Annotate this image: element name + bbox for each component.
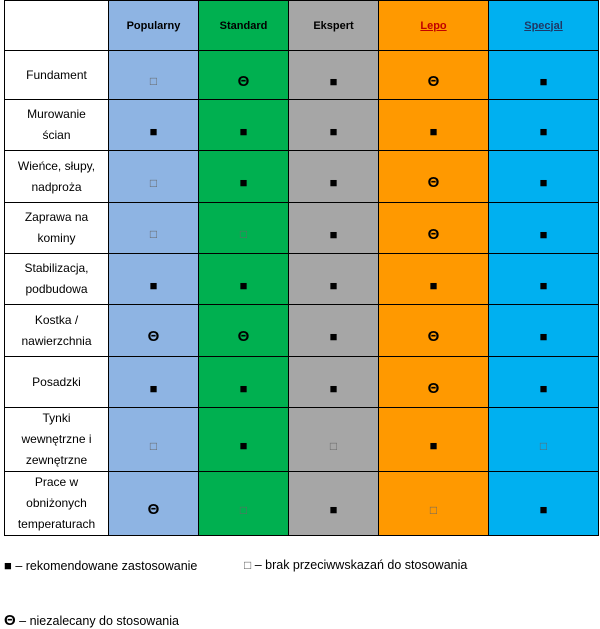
table-cell — [489, 357, 599, 408]
empty-square-icon: □ — [149, 74, 158, 88]
column-header-standard: Standard — [199, 1, 289, 51]
table-cell — [379, 472, 489, 536]
table-cell — [289, 305, 379, 357]
row-label — [5, 100, 109, 151]
filled-square-icon: ■ — [329, 226, 338, 242]
row-label — [5, 51, 109, 100]
row-label-line: Tynki — [42, 411, 71, 425]
row-label — [5, 472, 109, 536]
empty-square-icon: □ — [149, 438, 158, 453]
table-cell — [489, 51, 599, 100]
table-cell — [379, 151, 489, 203]
filled-square-icon: ■ — [4, 558, 12, 573]
table-cell — [489, 472, 599, 536]
filled-square-icon: ■ — [539, 123, 548, 139]
row-label-line: Stabilizacja, — [24, 261, 89, 275]
table-cell — [289, 151, 379, 203]
table-row — [5, 203, 599, 254]
filled-square-icon: ■ — [539, 502, 548, 517]
empty-square-icon: □ — [539, 438, 548, 453]
empty-square-icon: □ — [244, 558, 252, 572]
filled-square-icon: ■ — [149, 277, 158, 293]
table-row — [5, 254, 599, 305]
table-cell — [109, 357, 199, 408]
filled-square-icon: ■ — [239, 123, 248, 139]
filled-square-icon: ■ — [149, 380, 158, 396]
filled-square-icon: ■ — [239, 175, 248, 190]
filled-square-icon: ■ — [429, 123, 438, 139]
table-cell — [379, 254, 489, 305]
filled-square-icon: ■ — [429, 277, 438, 293]
table-cell — [379, 51, 489, 100]
table-cell — [109, 305, 199, 357]
filled-square-icon: ■ — [329, 277, 338, 293]
table-cell — [109, 472, 199, 536]
row-label-line: Murowanie — [27, 107, 86, 121]
table-cell — [489, 408, 599, 472]
table-row — [5, 357, 599, 408]
table-cell — [289, 357, 379, 408]
row-label-line: kominy — [37, 231, 76, 245]
theta-icon: Θ — [4, 612, 16, 629]
row-label — [5, 357, 109, 408]
table-cell — [489, 203, 599, 254]
table-cell — [289, 254, 379, 305]
row-label-line: temperaturach — [17, 517, 96, 531]
legend-not-recommended: Θ – niezalecany do stosowania — [4, 612, 179, 629]
row-label-line: obniżonych — [26, 496, 87, 510]
product-application-table — [4, 0, 599, 536]
table-cell — [289, 51, 379, 100]
table-cell — [109, 151, 199, 203]
filled-square-icon: ■ — [329, 380, 338, 396]
table-cell — [289, 408, 379, 472]
filled-square-icon: ■ — [539, 175, 548, 190]
table-cell — [289, 472, 379, 536]
filled-square-icon: ■ — [539, 277, 548, 293]
table-cell — [379, 100, 489, 151]
filled-square-icon: ■ — [239, 380, 248, 396]
table-cell — [489, 254, 599, 305]
table-cell — [199, 408, 289, 472]
table-cell — [199, 100, 289, 151]
table-cell — [379, 357, 489, 408]
filled-square-icon: ■ — [149, 123, 158, 139]
table-cell — [199, 472, 289, 536]
column-header-specjal-link[interactable]: Specjal — [489, 1, 599, 51]
table-cell — [489, 100, 599, 151]
filled-square-icon: ■ — [539, 329, 548, 344]
empty-square-icon: □ — [149, 175, 158, 190]
table-row — [5, 408, 599, 472]
row-label-line: wewnętrzne i — [21, 432, 92, 446]
table-cell — [379, 305, 489, 357]
theta-icon: Θ — [427, 328, 440, 345]
table-cell — [109, 203, 199, 254]
row-label-line: ścian — [42, 128, 71, 142]
theta-icon: Θ — [237, 72, 250, 90]
filled-square-icon: ■ — [329, 329, 338, 344]
header-row — [5, 1, 599, 51]
filled-square-icon: ■ — [539, 380, 548, 396]
filled-square-icon: ■ — [239, 277, 248, 293]
row-label-line: nawierzchnia — [21, 333, 92, 348]
table-row — [5, 51, 599, 100]
legend-recommended: ■ – rekomendowane zastosowanie — [4, 558, 198, 573]
table-cell — [109, 408, 199, 472]
row-label-line: podbudowa — [25, 282, 88, 296]
theta-icon: Θ — [147, 328, 160, 345]
row-label-line: Zaprawa na — [24, 210, 89, 224]
row-label — [5, 305, 109, 357]
filled-square-icon: ■ — [539, 73, 548, 89]
row-label — [5, 254, 109, 305]
row-label-line: Posadzki — [32, 374, 81, 389]
filled-square-icon: ■ — [329, 123, 338, 139]
theta-icon: Θ — [427, 225, 440, 243]
table-row — [5, 305, 599, 357]
row-label-line: zewnętrzne — [25, 453, 88, 467]
column-header-popularny: Popularny — [109, 1, 199, 51]
theta-icon: Θ — [427, 72, 440, 90]
table-cell — [199, 305, 289, 357]
theta-icon: Θ — [147, 501, 160, 518]
table-cell — [289, 203, 379, 254]
table-cell — [379, 203, 489, 254]
table-cell — [199, 51, 289, 100]
column-header-lepo-link[interactable]: Lepo — [379, 1, 489, 51]
table-cell — [109, 51, 199, 100]
row-label-line: Kostka / — [34, 312, 79, 327]
empty-square-icon: □ — [239, 227, 248, 241]
table-cell — [489, 305, 599, 357]
table-cell — [199, 151, 289, 203]
table-cell — [199, 203, 289, 254]
table-row — [5, 100, 599, 151]
filled-square-icon: ■ — [329, 73, 338, 89]
table-cell — [109, 100, 199, 151]
row-label-line: Fundament — [26, 67, 87, 82]
table-cell — [199, 357, 289, 408]
row-label — [5, 203, 109, 254]
row-label — [5, 408, 109, 472]
empty-square-icon: □ — [329, 438, 338, 453]
table-cell — [289, 100, 379, 151]
filled-square-icon: ■ — [239, 438, 248, 453]
theta-icon: Θ — [427, 174, 440, 191]
table-row — [5, 151, 599, 203]
header-corner-cell — [5, 1, 109, 51]
filled-square-icon: ■ — [329, 502, 338, 517]
table-cell — [199, 254, 289, 305]
filled-square-icon: ■ — [429, 438, 438, 453]
theta-icon: Θ — [237, 328, 250, 345]
filled-square-icon: ■ — [539, 226, 548, 242]
legend-no-contraindications: □ – brak przeciwwskazań do stosowania — [244, 558, 468, 572]
empty-square-icon: □ — [239, 502, 248, 517]
row-label-line: Wieńce, słupy, — [17, 158, 96, 173]
table-cell — [379, 408, 489, 472]
row-label-line: nadproża — [31, 179, 82, 194]
empty-square-icon: □ — [429, 502, 438, 517]
theta-icon: Θ — [427, 379, 440, 397]
row-label — [5, 151, 109, 203]
table-row — [5, 472, 599, 536]
table-cell — [109, 254, 199, 305]
empty-square-icon: □ — [149, 227, 158, 241]
row-label-line: Prace w — [34, 475, 79, 489]
column-header-ekspert: Ekspert — [289, 1, 379, 51]
table-cell — [489, 151, 599, 203]
filled-square-icon: ■ — [329, 175, 338, 190]
